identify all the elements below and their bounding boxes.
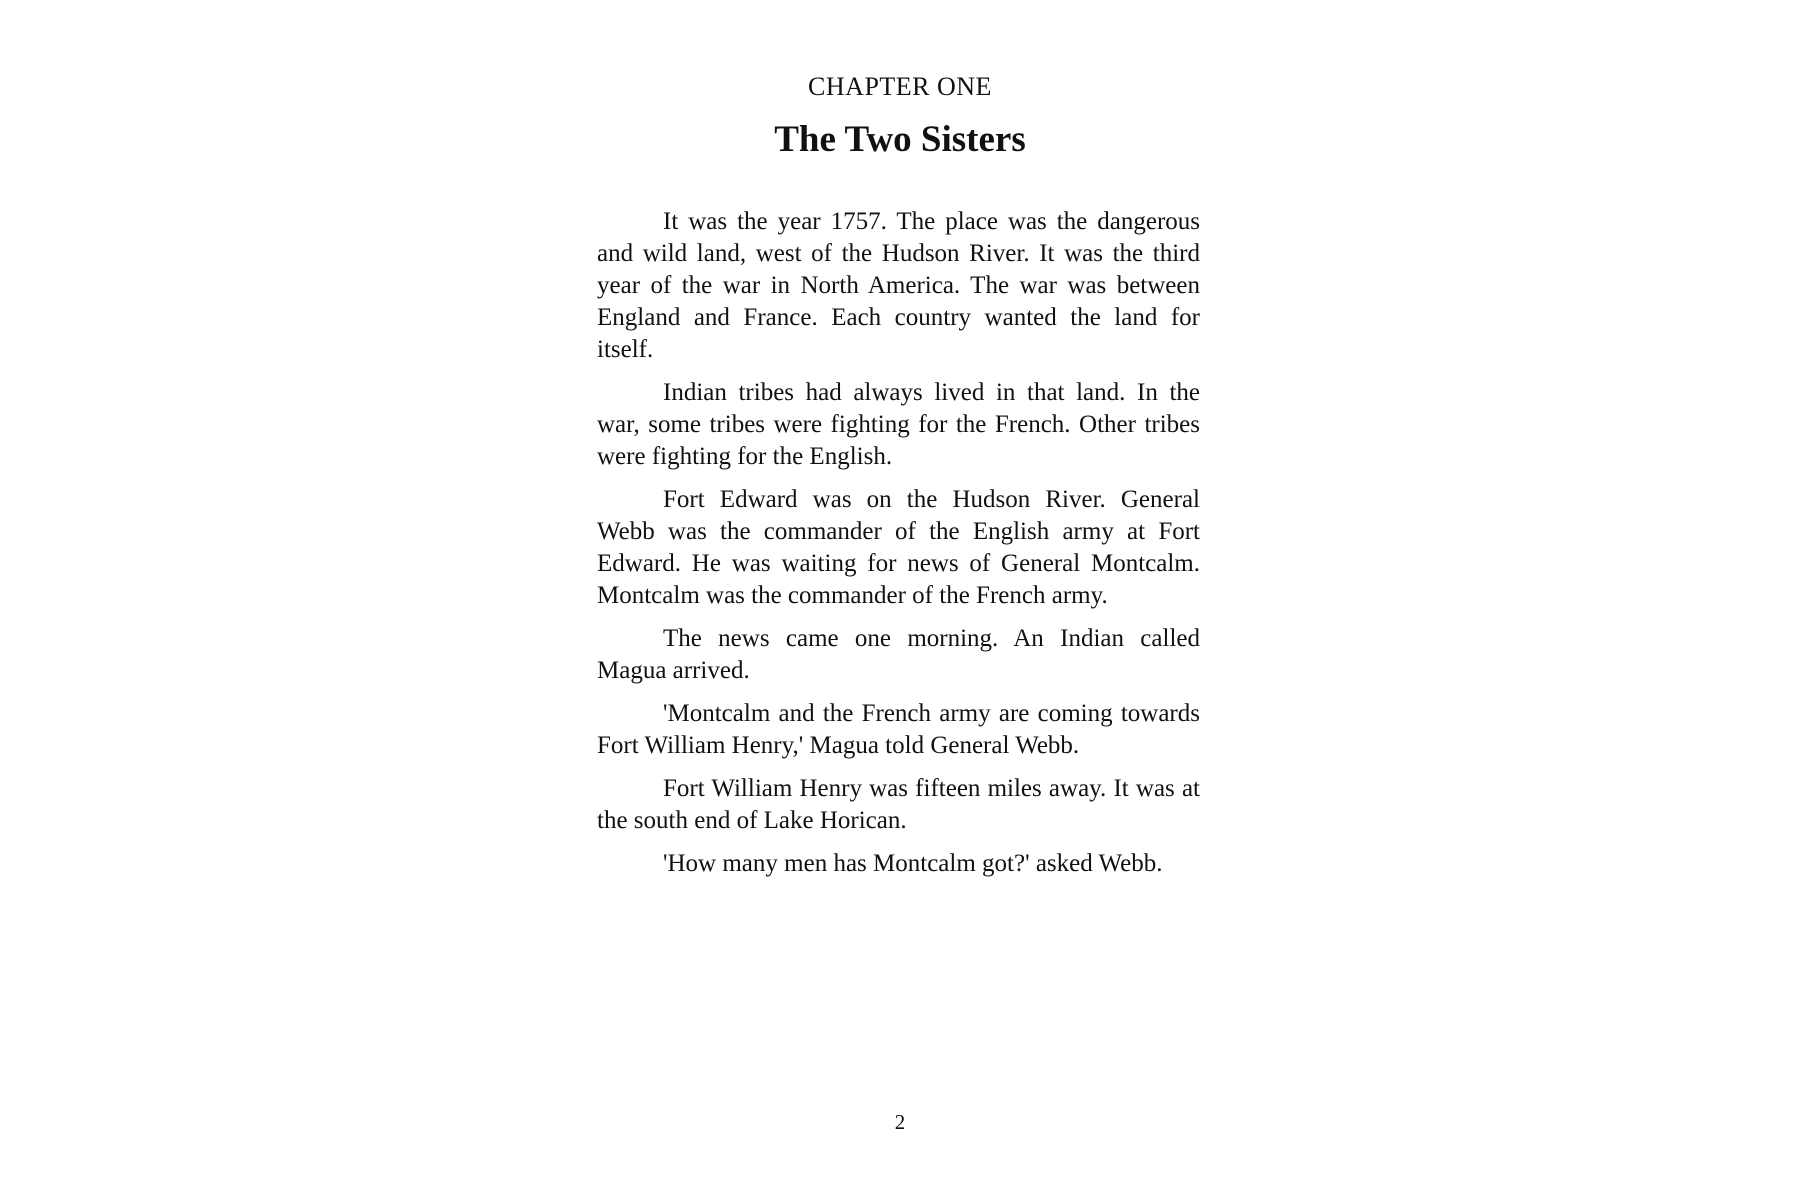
chapter-label: CHAPTER ONE — [808, 72, 992, 101]
page-number: 2 — [894, 1110, 906, 1134]
paragraph: It was the year 1757. The place was the dangerous and wild land, west of the Hudson River. It was the third year of the war in North America. The war was between England and France. Each country wanted the land for itself. — [597, 208, 1200, 363]
paragraph: 'How many men has Montcalm got?' asked Webb. — [663, 850, 1163, 877]
paragraph: The news came one morning. An Indian called Magua arrived. — [597, 625, 1200, 684]
paragraph: Fort Edward was on the Hudson River. General Webb was the commander of the English army at Fort Edward. He was waiting for news of General Montcalm. Montcalm was the commander of the French army. — [597, 486, 1200, 609]
chapter-body — [597, 206, 1200, 891]
chapter-title: The Two Sisters — [774, 119, 1026, 160]
paragraph: 'Montcalm and the French army are coming towards Fort William Henry,' Magua told General Webb. — [597, 700, 1200, 759]
paragraph: Fort William Henry was fifteen miles away. It was at the south end of Lake Horican. — [597, 775, 1200, 834]
paragraph: Indian tribes had always lived in that land. In the war, some tribes were fighting for the French. Other tribes were fighting for the English. — [597, 379, 1200, 470]
